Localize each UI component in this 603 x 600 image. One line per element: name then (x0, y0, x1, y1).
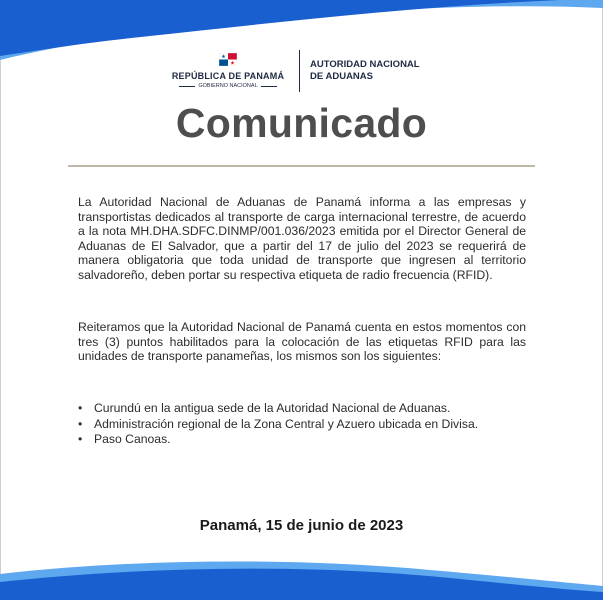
page-title: Comunicado (175, 100, 428, 146)
document-date: Panamá, 15 de junio de 2023 (199, 517, 404, 534)
list-item: • Paso Canoas. (78, 432, 538, 448)
bottom-wave-decoration (0, 530, 603, 600)
government-subtitle: GOBIERNO NACIONAL (198, 83, 258, 89)
paragraph-locations: Reiteramos que la Autoridad Nacional de Panamá cuenta en estos momentos con tres (3) puntos habilitados para la colocación de las etiquetas RFID para las unidades de transporte panameñas, los mismos son los siguientes: (78, 320, 526, 364)
logo-divider (299, 50, 300, 92)
government-name: REPÚBLICA DE PANAMÁ (171, 71, 285, 81)
list-item: • Curundú en la antigua sede de la Autoridad Nacional de Aduanas. (78, 401, 538, 417)
subtitle-rule-left (179, 86, 195, 87)
paragraph-intro: La Autoridad Nacional de Aduanas de Panamá informa a las empresas y transportistas dedicados al transporte de carga internacional terrestre, de acuerdo a la nota MH.DHA.SDFC.DINMP/001.036/2023 emitida por el Director General de Aduanas de El Salvador, que a partir del 17 de julio del 2023 se requerirá de manera obligatoria que toda unidad de transporte que ingresen al territorio salvadoreño, deben portar su respectiva etiqueta de radio frecuencia (RFID). (78, 195, 526, 282)
government-logo (163, 53, 293, 89)
locations-list (78, 401, 538, 448)
government-subtitle-row (179, 83, 276, 89)
header-logo (0, 50, 603, 92)
agency-name-line2: DE ADUANAS (310, 71, 373, 82)
panama-flag-icon (219, 53, 237, 66)
title-divider (68, 165, 535, 167)
list-item: • Administración regional de la Zona Central y Azuero ubicada en Divisa. (78, 417, 538, 433)
agency-name (310, 59, 440, 83)
agency-name-line1: AUTORIDAD NACIONAL (310, 59, 420, 70)
subtitle-rule-right (261, 86, 277, 87)
